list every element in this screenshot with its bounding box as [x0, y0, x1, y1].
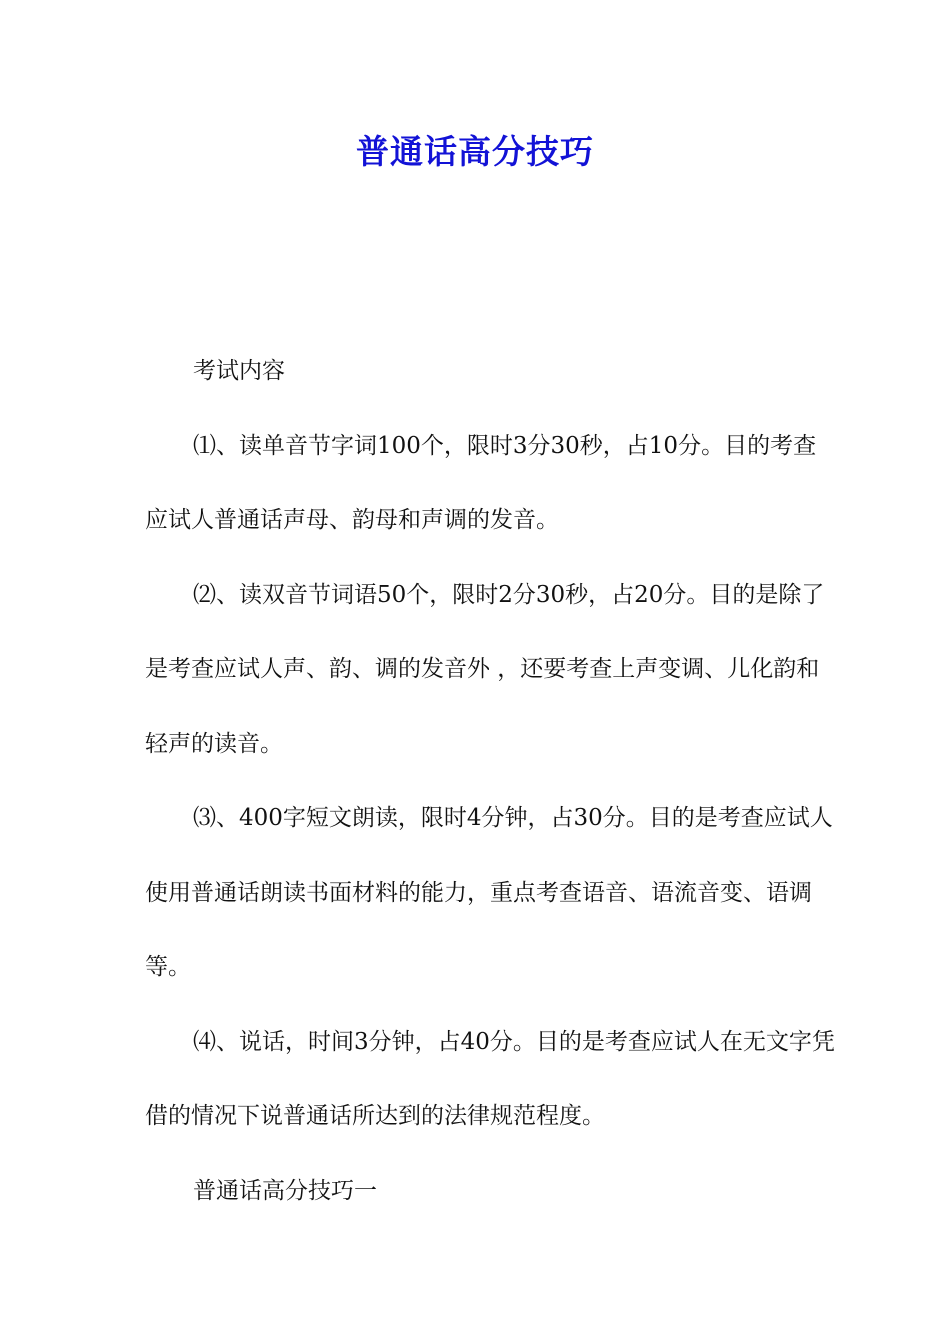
paragraph-item-2: ⑵、读双音节词语50个，限时2分30秒，占20分。目的是除了是考查应试人声、韵、调的发音外 ，还要考查上声变调、儿化韵和轻声的读音。	[145, 581, 825, 757]
document-body	[145, 334, 835, 1228]
paragraph-item-3: ⑶、400字短文朗读，限时4分钟，占30分。目的是考查应试人使用普通话朗读书面材料的能力，重点考查语音、语流音变、语调等。	[145, 805, 833, 980]
paragraph-item-1: ⑴、读单音节字词100个，限时3分30秒，占10分。目的考查应试人普通话声母、韵母和声调的发音。	[145, 432, 817, 533]
paragraph-exam-content: 考试内容	[193, 358, 285, 384]
paragraph-item-4: ⑷、说话，时间3分钟，占40分。目的是考查应试人在无文字凭借的情况下说普通话所达到的法律规范程度。	[145, 1028, 835, 1129]
document-title: 普通话高分技巧	[356, 132, 594, 171]
paragraph-tips-heading: 普通话高分技巧一	[193, 1177, 377, 1204]
